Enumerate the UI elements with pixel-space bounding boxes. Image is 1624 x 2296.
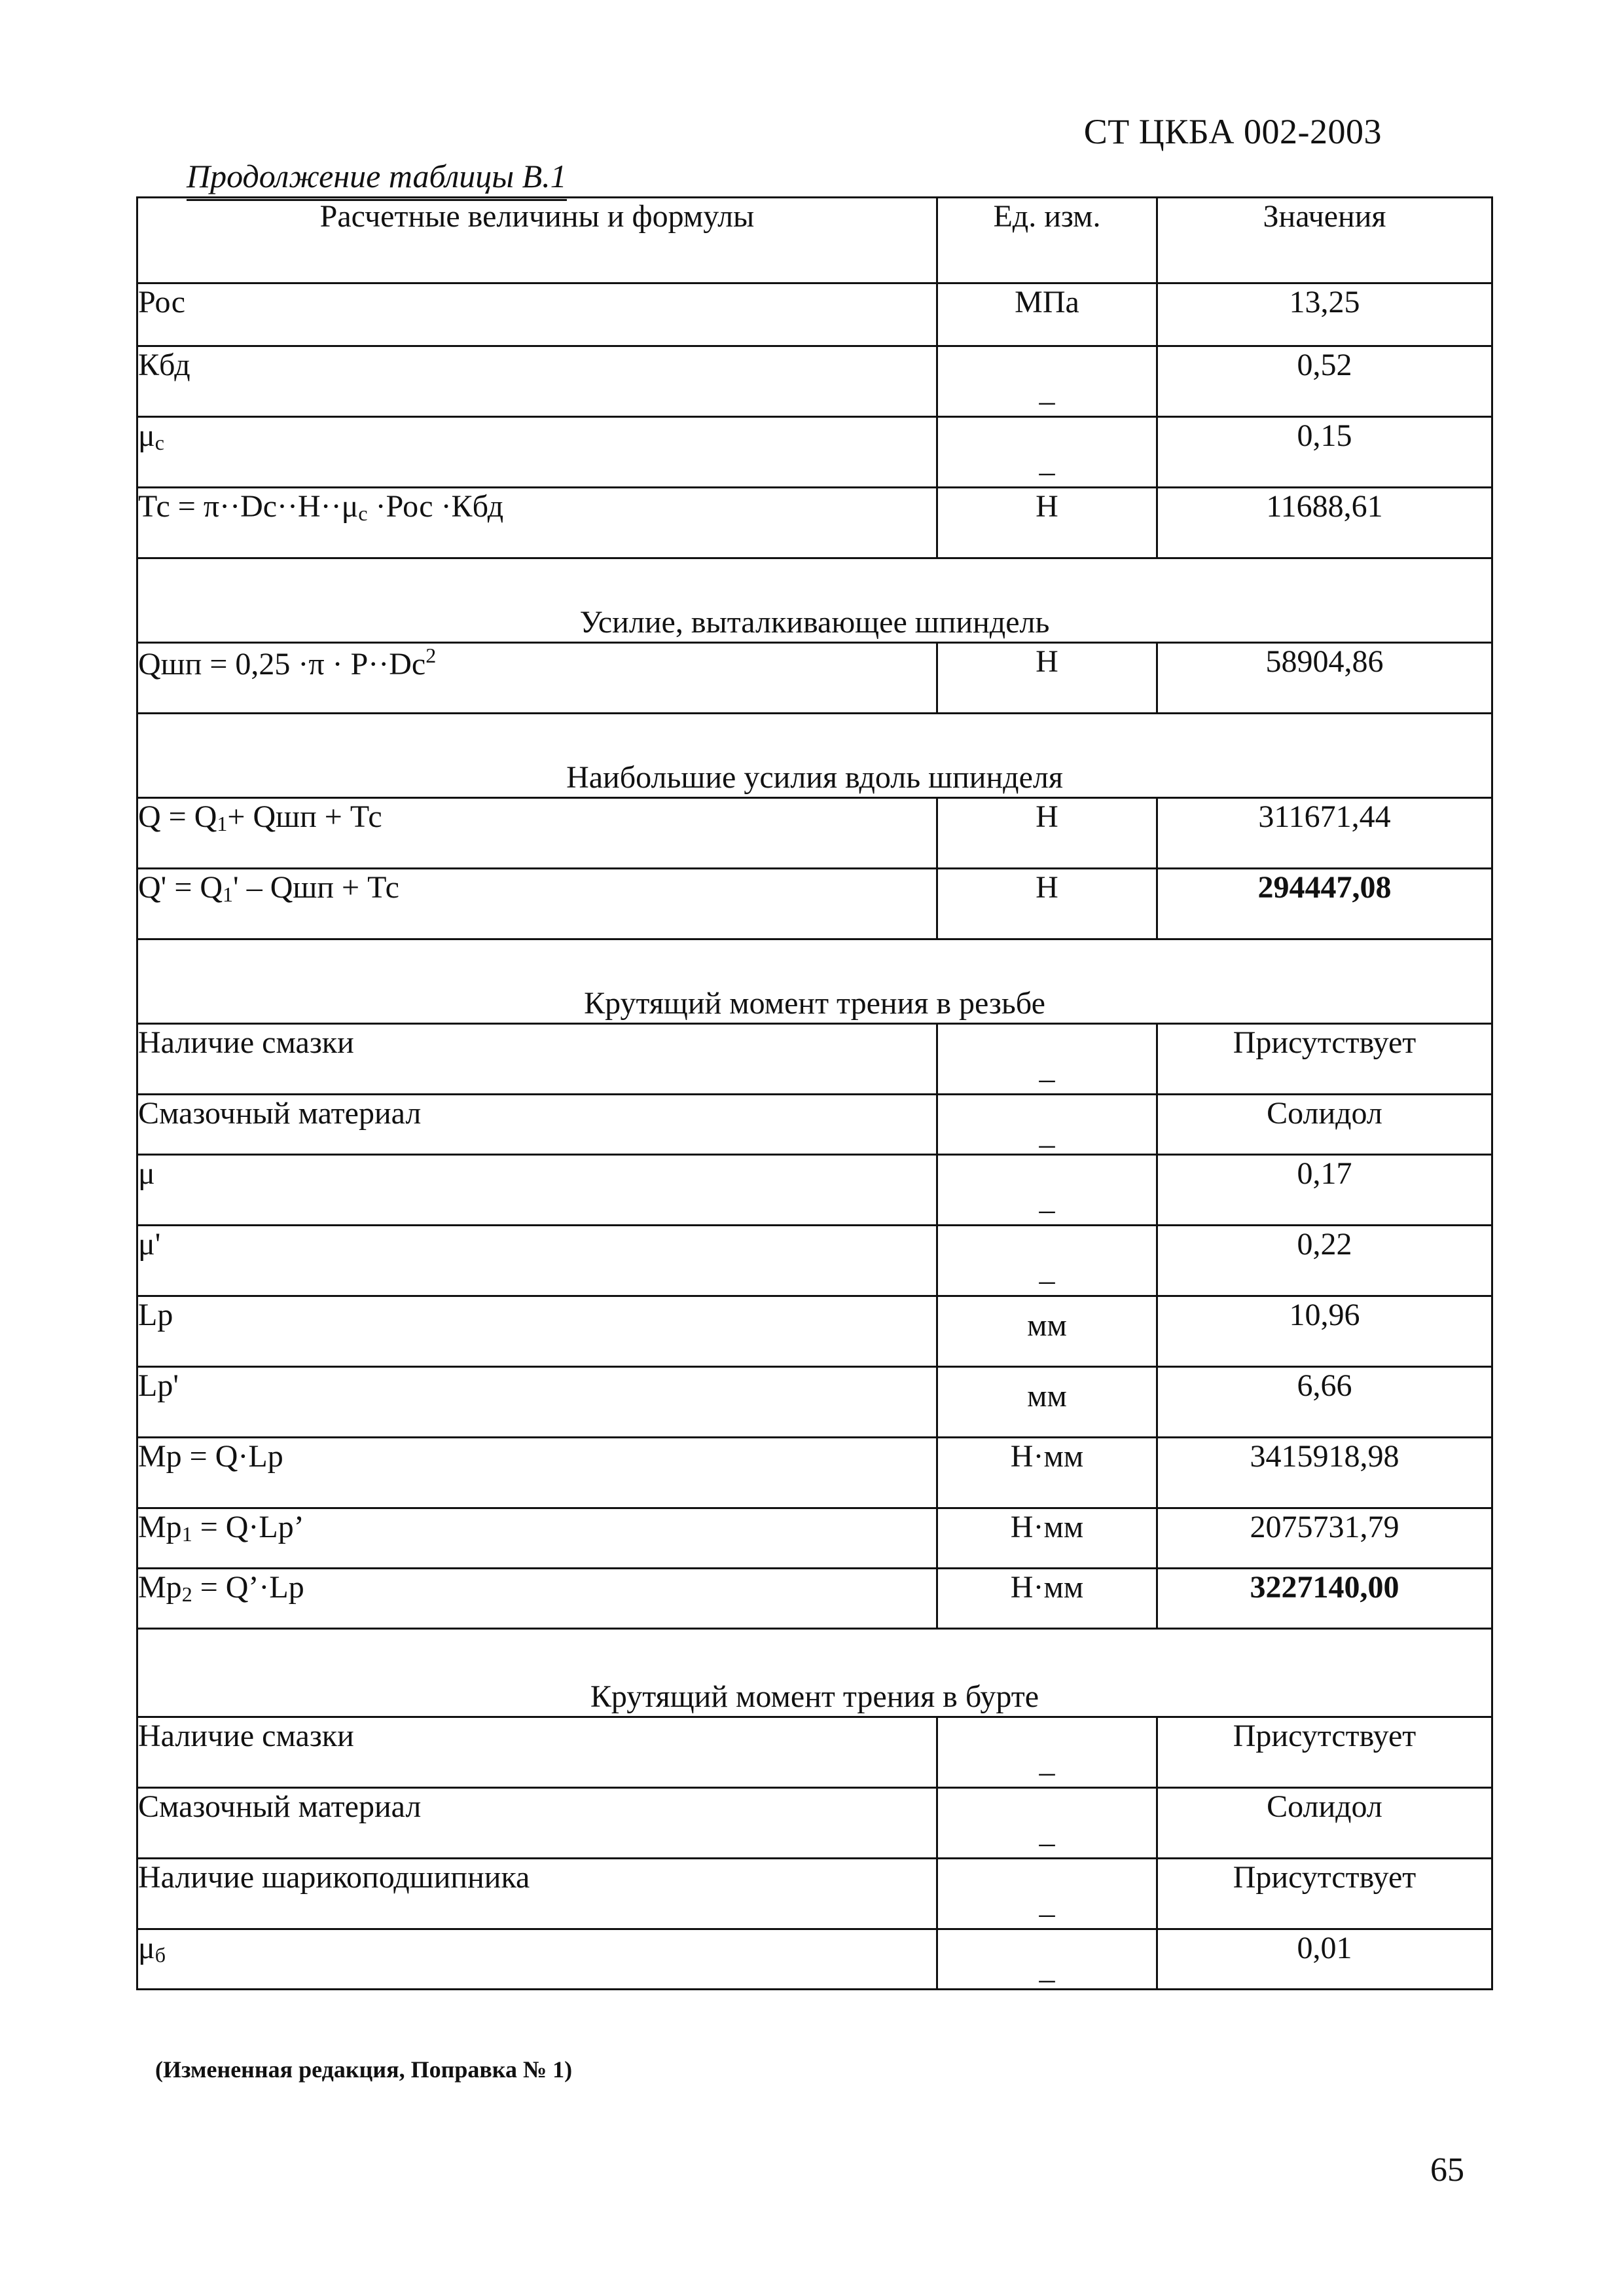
table-row: [137, 1296, 1492, 1367]
column-header-unit: Ед. изм.: [937, 198, 1157, 283]
calculation-table: [136, 196, 1493, 1990]
row-name: [137, 869, 937, 939]
row-name: [137, 1929, 937, 1990]
formula-subscript: 1: [181, 1522, 192, 1546]
row-unit: Н·мм: [937, 1569, 1157, 1629]
row-value: 0,15: [1157, 417, 1492, 488]
table-row: [137, 1717, 1492, 1788]
row-name: [137, 417, 937, 488]
row-value: 294447,08: [1157, 869, 1492, 939]
row-unit: мм: [937, 1367, 1157, 1438]
row-unit: _: [937, 1788, 1157, 1859]
row-unit: Н: [937, 488, 1157, 558]
table-row: [137, 1438, 1492, 1508]
row-name: [137, 1508, 937, 1569]
row-name: Смазочный материал: [137, 1788, 937, 1859]
row-value: Присутствует: [1157, 1024, 1492, 1095]
formula-part: = Q·Lp’: [192, 1510, 304, 1544]
table-continuation-caption: Продолжение таблицы В.1: [187, 157, 567, 201]
row-name: Мр = Q·Lp: [137, 1438, 937, 1508]
table-row: [137, 417, 1492, 488]
formula-part: Q' = Q: [138, 870, 223, 905]
table-row: [137, 1024, 1492, 1095]
formula-part: Q = Q: [138, 799, 217, 834]
formula-subscript: 2: [181, 1582, 192, 1606]
table-row: [137, 1226, 1492, 1296]
table-row: [137, 869, 1492, 939]
row-unit: Н: [937, 643, 1157, 714]
formula-subscript: 1: [217, 812, 228, 835]
table-row: [137, 1859, 1492, 1929]
row-value: Присутствует: [1157, 1859, 1492, 1929]
formula-subscript: 1: [223, 883, 234, 906]
row-unit: _: [937, 417, 1157, 488]
row-value: 58904,86: [1157, 643, 1492, 714]
column-header-value: Значения: [1157, 198, 1492, 283]
formula-part: Qшп = 0,25 ·π · Р··Dc: [138, 647, 426, 682]
formula-part: Мр: [138, 1570, 182, 1605]
row-value: Солидол: [1157, 1788, 1492, 1859]
row-name: Наличие смазки: [137, 1024, 937, 1095]
row-unit: Н: [937, 798, 1157, 869]
table-row: [137, 1155, 1492, 1226]
row-value: 0,17: [1157, 1155, 1492, 1226]
row-value: 0,52: [1157, 346, 1492, 417]
table-row: [137, 798, 1492, 869]
row-unit: Н·мм: [937, 1438, 1157, 1508]
section-row: [137, 1629, 1492, 1717]
row-unit: _: [937, 1717, 1157, 1788]
document-code: СТ ЦКБА 002-2003: [1083, 112, 1382, 151]
table-row: [137, 1788, 1492, 1859]
row-value: 0,22: [1157, 1226, 1492, 1296]
row-name: Наличие шарикоподшипника: [137, 1859, 937, 1929]
row-name: [137, 488, 937, 558]
row-unit: _: [937, 1859, 1157, 1929]
row-unit: _: [937, 1024, 1157, 1095]
row-unit: _: [937, 346, 1157, 417]
section-title-push-force: Усилие, выталкивающее шпиндель: [137, 558, 1492, 643]
table-row: [137, 488, 1492, 558]
table-header-row: [137, 198, 1492, 283]
row-value: 3227140,00: [1157, 1569, 1492, 1629]
section-title-collar-torque: Крутящий момент трения в бурте: [137, 1629, 1492, 1717]
row-name: Lp': [137, 1367, 937, 1438]
row-value: 10,96: [1157, 1296, 1492, 1367]
symbol-subscript: б: [154, 1943, 166, 1967]
row-name: Кбд: [137, 346, 937, 417]
row-unit: мм: [937, 1296, 1157, 1367]
row-value: 0,01: [1157, 1929, 1492, 1990]
table-row: [137, 1095, 1492, 1155]
formula-part: Мр: [138, 1510, 182, 1544]
row-unit: _: [937, 1226, 1157, 1296]
row-value: 311671,44: [1157, 798, 1492, 869]
row-name: [137, 1569, 937, 1629]
page-number: 65: [1430, 2151, 1464, 2189]
table-row: [137, 1367, 1492, 1438]
formula-part: ' – Qшп + Тс: [233, 870, 399, 905]
section-row: [137, 939, 1492, 1024]
table-row: [137, 1929, 1492, 1990]
row-name: [137, 798, 937, 869]
row-unit: Н·мм: [937, 1508, 1157, 1569]
formula-part: + Qшп + Тс: [227, 799, 382, 834]
row-value: Присутствует: [1157, 1717, 1492, 1788]
symbol-mu: μ: [138, 418, 155, 453]
row-name: Lp: [137, 1296, 937, 1367]
formula-part: = Q’·Lp: [192, 1570, 304, 1605]
symbol-mu: μ: [138, 1931, 155, 1965]
table-row: [137, 283, 1492, 346]
row-value: 3415918,98: [1157, 1438, 1492, 1508]
table-row: [137, 1569, 1492, 1629]
row-unit: _: [937, 1929, 1157, 1990]
formula-superscript: 2: [425, 644, 437, 667]
section-title-thread-torque: Крутящий момент трения в резьбе: [137, 939, 1492, 1024]
table-row: [137, 1508, 1492, 1569]
row-unit: Н: [937, 869, 1157, 939]
formula-subscript: с: [358, 501, 368, 525]
row-name: μ': [137, 1226, 937, 1296]
row-value: Солидол: [1157, 1095, 1492, 1155]
row-name: Смазочный материал: [137, 1095, 937, 1155]
row-name: [137, 643, 937, 714]
row-value: 11688,61: [1157, 488, 1492, 558]
row-value: 6,66: [1157, 1367, 1492, 1438]
row-name: Наличие смазки: [137, 1717, 937, 1788]
row-value: 13,25: [1157, 283, 1492, 346]
section-title-max-forces: Наибольшие усилия вдоль шпинделя: [137, 714, 1492, 798]
formula-part: ·Рос ·Кбд: [367, 489, 504, 524]
row-unit: _: [937, 1155, 1157, 1226]
row-unit: _: [937, 1095, 1157, 1155]
row-value: 2075731,79: [1157, 1508, 1492, 1569]
row-name: μ: [137, 1155, 937, 1226]
formula-part: Тс = π··Dc··Н··μ: [138, 489, 359, 524]
row-unit: МПа: [937, 283, 1157, 346]
section-row: [137, 714, 1492, 798]
column-header-quantity: Расчетные величины и формулы: [137, 198, 937, 283]
table-row: [137, 346, 1492, 417]
amendment-note: (Измененная редакция, Поправка № 1): [155, 2056, 573, 2083]
row-name: Рос: [137, 283, 937, 346]
section-row: [137, 558, 1492, 643]
table-row: [137, 643, 1492, 714]
symbol-subscript: с: [154, 431, 164, 454]
